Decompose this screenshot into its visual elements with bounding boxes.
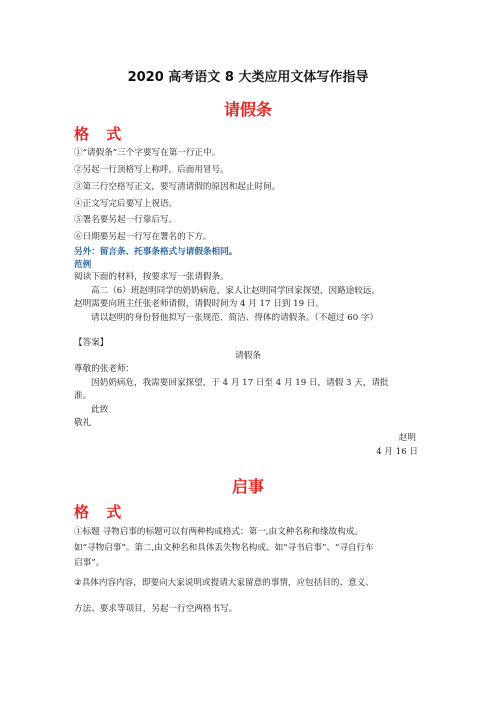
format-item: ③第三行空格写正文，要写清请假的原因和起止时间。 [74,182,281,192]
answer-label: 【答案】 [74,338,109,348]
answer-date: 4 月 16 日 [376,447,418,457]
notice-line: 如“寻物启事”。第二,由文种名和具体丢失物名构成。如“寻书启事”、“寻自行车 [74,543,374,553]
example-line: 赵明需要向班主任张老师请假，请假时间为 4 月 17 日到 19 日。 [74,299,324,309]
answer-closing: 此致 [91,405,109,415]
format-item: ①“请假条”三个字要写在第一行正中。 [74,148,221,158]
notice-line: 启事”。 [74,558,105,568]
example-line: 阅读下面的材料，按要求写一张请假条。 [74,272,229,282]
format-note: 另外：留言条、托事条格式与请假条相同。 [74,247,238,257]
format-item: ⑤署名要另起一行靠后写。 [74,215,178,225]
format-subheading: 格 式 [74,125,128,143]
answer-signature: 赵明 [398,433,416,443]
format-item: ⑥日期要另起一行写在署名的下方。 [74,232,212,242]
notice-line: ②具体内容内容，即要向大家说明或提请大家留意的事情，应包括目的、意义、 [74,578,374,588]
example-line: 请以赵明的身份替他拟写一张规范、简洁、得体的请假条。（不超过 60 字） [91,313,379,323]
notice-line: ①标题 寻物启事的标题可以有两种构成格式：第一,由文种名称和缘故构成。 [74,527,364,537]
notice-line: 方法、要求等项目，另起一行空两格书写。 [74,604,238,614]
answer-title: 请假条 [235,351,261,361]
format-subheading: 格 式 [74,503,128,521]
example-line: 高二（6）班赵明同学的奶奶病危，家人让赵明同学回家探望，因路途较远， [91,286,381,296]
answer-closing: 敬礼 [74,418,92,428]
format-item: ②另起一行顶格写上称呼，后面用冒号。 [74,165,229,175]
section-heading-notice: 启事 [231,477,264,496]
answer-body: 因奶奶病危，我需要回家探望，于 4 月 17 日至 4 月 19 日，请假 3 天，请批 [91,378,389,388]
example-label: 范例 [74,260,92,270]
answer-greeting: 尊敬的张老师： [74,364,135,374]
format-item: ④正文写完后要写上祝语。 [74,199,178,209]
section-heading-leave-note: 请假条 [223,100,272,119]
answer-body: 准。 [74,391,92,401]
document-title: 2020 高考语文 8 大类应用文体写作指导 [127,70,369,85]
